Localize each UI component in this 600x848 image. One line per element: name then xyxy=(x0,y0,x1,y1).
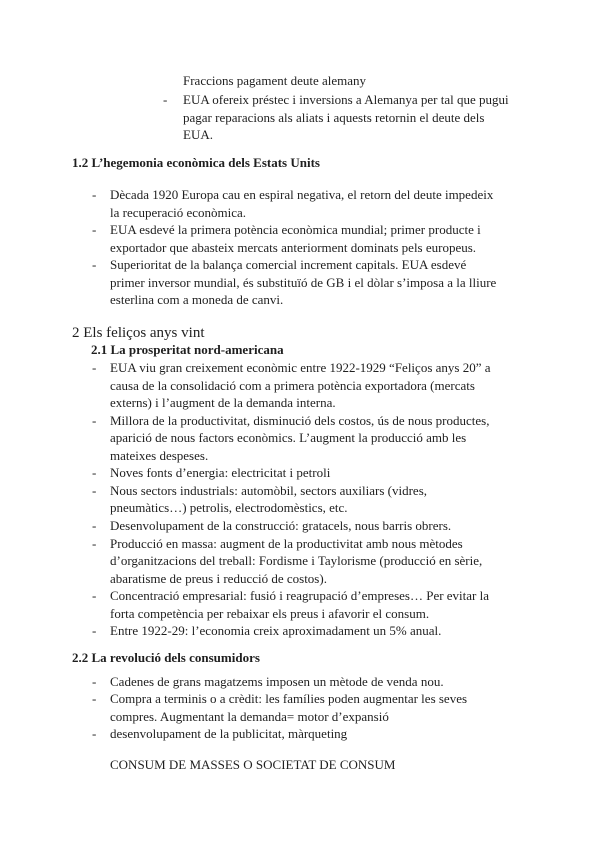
list-dash: - xyxy=(92,691,97,706)
closing-line: CONSUM DE MASSES O SOCIETAT DE CONSUM xyxy=(110,757,396,772)
list-item-line: mateixes despeses. xyxy=(110,448,209,463)
list-dash: - xyxy=(92,623,97,638)
list-item-line: Nous sectors industrials: automòbil, sectors auxiliars (vidres, xyxy=(110,483,428,498)
list-dash: - xyxy=(92,413,97,428)
list-dash: - xyxy=(163,92,168,107)
list-item-line: Entre 1922-29: l’economia creix aproximadament un 5% anual. xyxy=(110,623,442,638)
list-item-line: primer inversor mundial, és substituïó de GB i el dòlar s’imposa a la lliure xyxy=(110,275,497,290)
list-item-line: Noves fonts d’energia: electricitat i petroli xyxy=(110,465,331,480)
list-item-line: Dècada 1920 Europa cau en espiral negativa, el retorn del deute impedeix xyxy=(110,187,494,202)
list-item-line: d’organitzacions del treball: Fordisme i Taylorisme (producció en sèrie, xyxy=(110,553,483,568)
list-dash: - xyxy=(92,674,97,689)
section-heading-2-1: 2.1 La prosperitat nord-americana xyxy=(91,342,284,357)
list-item-line: Producció en massa: augment de la productivitat amb nous mètodes xyxy=(110,536,463,551)
list-dash: - xyxy=(92,222,97,237)
list-item-line: esterlina com a moneda de canvi. xyxy=(110,292,284,307)
list-item-line: compres. Augmentant la demanda= motor d’expansió xyxy=(110,709,389,724)
list-dash: - xyxy=(92,465,97,480)
list-item-line: desenvolupament de la publicitat, màrqueting xyxy=(110,726,348,741)
list-dash: - xyxy=(92,726,97,741)
list-item-line: EUA ofereix préstec i inversions a Alemanya per tal que pugui xyxy=(183,92,509,107)
list-item-line: exportador que abasteix mercats anteriorment dominats pels europeus. xyxy=(110,240,477,255)
list-dash: - xyxy=(92,483,97,498)
list-item-line: Compra a terminis o a crèdit: les famílies poden augmentar les seves xyxy=(110,691,468,706)
intro-line: Fraccions pagament deute alemany xyxy=(183,73,367,88)
section-heading-2: 2 Els feliços anys vint xyxy=(72,325,205,341)
section-heading-1-2: 1.2 L’hegemonia econòmica dels Estats Units xyxy=(72,155,320,170)
list-dash: - xyxy=(92,536,97,551)
list-item-line: forta competència per rebaixar els preus i afavorir el consum. xyxy=(110,606,430,621)
list-item-line: pneumàtics…) petrolis, electrodomèstics, etc. xyxy=(110,500,348,515)
list-dash: - xyxy=(92,257,97,272)
list-item-line: EUA esdevé la primera potència econòmica mundial; primer producte i xyxy=(110,222,481,237)
list-item-line: externs) i l’augment de la demanda interna. xyxy=(110,395,336,410)
list-item-line: Superioritat de la balança comercial increment capitals. EUA esdevé xyxy=(110,257,467,272)
list-item-line: EUA. xyxy=(183,127,213,142)
list-item-line: aparició de nous factors econòmics. L’augment la producció amb les xyxy=(110,430,467,445)
list-item-line: pagar reparacions als aliats i aquests retornin el deute dels xyxy=(183,110,485,125)
list-dash: - xyxy=(92,518,97,533)
list-item-line: Concentració empresarial: fusió i reagrupació d’empreses… Per evitar la xyxy=(110,588,490,603)
list-item-line: la recuperació econòmica. xyxy=(110,205,247,220)
list-item-line: Millora de la productivitat, disminució dels costos, ús de nous productes, xyxy=(110,413,490,428)
list-dash: - xyxy=(92,187,97,202)
list-item-line: Cadenes de grans magatzems imposen un mètode de venda nou. xyxy=(110,674,444,689)
list-dash: - xyxy=(92,360,97,375)
list-item-line: causa de la consolidació com a primera potència exportadora (mercats xyxy=(110,378,475,393)
list-item-line: EUA viu gran creixement econòmic entre 1922-1929 “Feliços anys 20” a xyxy=(110,360,491,375)
list-dash: - xyxy=(92,588,97,603)
list-item-line: Desenvolupament de la construcció: gratacels, nous barris obrers. xyxy=(110,518,452,533)
list-item-line: abaratisme de preus i reducció de costos). xyxy=(110,571,327,586)
section-heading-2-2: 2.2 La revolució dels consumidors xyxy=(72,650,260,665)
